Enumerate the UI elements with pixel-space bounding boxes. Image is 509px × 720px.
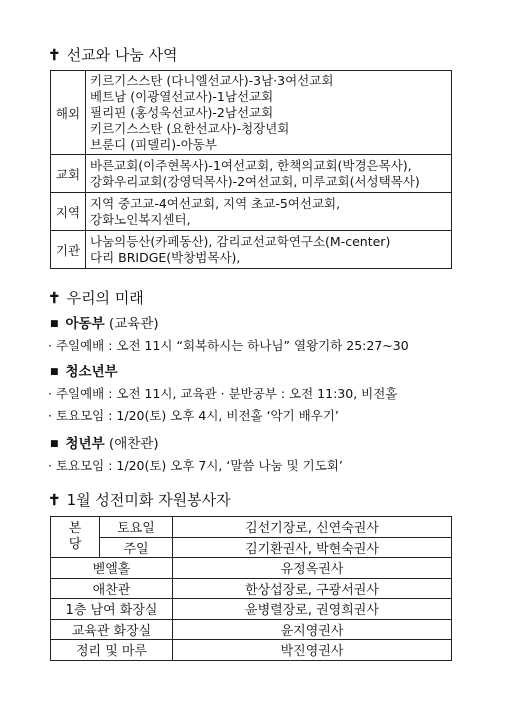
children-dept-name: 아동부 bbox=[65, 316, 105, 332]
mission-line: 강화우리교회(강영덕목사)-2여선교회, 미루교회(서성택목사) bbox=[90, 173, 420, 189]
main-sanctuary-char: 본 bbox=[68, 521, 82, 536]
mission-key: 기관 bbox=[51, 231, 86, 269]
volunteer-names: 윤병렬장로, 권영희권사 bbox=[173, 599, 452, 620]
mission-row-institution bbox=[51, 231, 452, 269]
future-heading bbox=[48, 287, 144, 308]
mission-row-region bbox=[51, 193, 452, 231]
mission-line: 나눔의등산(카페동산), 감리교선교학연구소(M-center) bbox=[90, 233, 391, 249]
volunteer-names: 유정옥권사 bbox=[173, 558, 452, 579]
mission-values bbox=[86, 155, 452, 193]
volunteer-row-sat bbox=[51, 517, 452, 538]
mission-line: 필리핀 (홍성욱선교사)-2남선교회 bbox=[90, 104, 274, 120]
cross-icon: ✝ bbox=[48, 46, 61, 64]
mission-title: 선교와 나눔 사역 bbox=[66, 46, 178, 64]
volunteer-row bbox=[51, 640, 452, 661]
square-bullet-icon: ■ bbox=[50, 367, 59, 377]
mission-line: 브룬디 (피델리)-아동부 bbox=[90, 136, 217, 152]
square-bullet-icon: ■ bbox=[50, 319, 59, 329]
mission-row-church bbox=[51, 155, 452, 193]
mission-heading bbox=[48, 44, 178, 65]
young-adult-dept-place: (애찬관) bbox=[104, 436, 159, 452]
mission-row-overseas bbox=[51, 71, 452, 155]
youth-dept-heading bbox=[50, 360, 118, 380]
children-service: · 주일예배 : 오전 11시 “회복하시는 하나님” 열왕기하 25:27~30 bbox=[48, 338, 409, 353]
volunteer-names: 윤지영권사 bbox=[173, 619, 452, 640]
day-label-sat: 토요일 bbox=[100, 517, 173, 538]
volunteer-names: 김기환권사, 박현숙권사 bbox=[173, 537, 452, 558]
main-sanctuary-char: 당 bbox=[68, 537, 82, 552]
square-bullet-icon: ■ bbox=[50, 439, 59, 449]
volunteer-names: 김선기장로, 신연숙권사 bbox=[173, 517, 452, 538]
young-adult-dept-heading bbox=[50, 432, 159, 452]
cross-icon: ✝ bbox=[48, 491, 61, 509]
day-label-sun: 주일 bbox=[100, 537, 173, 558]
mission-line: 바른교회(이주현목사)-1여선교회, 한책의교회(박경은목사), bbox=[90, 157, 412, 173]
volunteer-row bbox=[51, 619, 452, 640]
youth-saturday: · 토요모임 : 1/20(토) 오후 4시, 비전홀 ‘악기 배우기’ bbox=[48, 408, 339, 423]
mission-key: 교회 bbox=[51, 155, 86, 193]
volunteers-title: 1월 성전미화 자원봉사자 bbox=[66, 491, 231, 509]
volunteer-place: 교육관 화장실 bbox=[51, 619, 173, 640]
mission-values bbox=[86, 193, 452, 231]
mission-line: 강화노인복지센터, bbox=[90, 211, 191, 227]
mission-line: 키르기스스탄 (요한선교사)-청장년회 bbox=[90, 120, 290, 136]
volunteer-place: 애찬관 bbox=[51, 578, 173, 599]
volunteer-row-sun bbox=[51, 537, 452, 558]
volunteer-place: 벧엘홀 bbox=[51, 558, 173, 579]
young-adult-saturday: · 토요모임 : 1/20(토) 오후 7시, ‘말씀 나눔 및 기도회’ bbox=[48, 458, 343, 473]
cross-icon: ✝ bbox=[48, 289, 61, 307]
volunteer-row bbox=[51, 578, 452, 599]
mission-key: 지역 bbox=[51, 193, 86, 231]
volunteer-row bbox=[51, 558, 452, 579]
mission-line: 베트남 (이광열선교사)-1남선교회 bbox=[90, 88, 274, 104]
children-dept-place: (교육관) bbox=[104, 316, 159, 332]
young-adult-dept-name: 청년부 bbox=[65, 436, 105, 452]
mission-key: 해외 bbox=[51, 71, 86, 155]
volunteer-names: 한상섭장로, 구광서권사 bbox=[173, 578, 452, 599]
mission-line: 다리 BRIDGE(박창범목사), bbox=[90, 249, 241, 265]
volunteers-heading bbox=[48, 489, 231, 510]
volunteer-names: 박진영권사 bbox=[173, 640, 452, 661]
main-sanctuary-label bbox=[51, 517, 100, 558]
mission-values bbox=[86, 71, 452, 155]
youth-service: · 주일예배 : 오전 11시, 교육관 · 분반공부 : 오전 11:30, 비전홀 bbox=[48, 386, 398, 401]
youth-dept-name: 청소년부 bbox=[65, 364, 118, 380]
future-title: 우리의 미래 bbox=[66, 289, 144, 307]
children-dept-heading bbox=[50, 312, 159, 332]
mission-values bbox=[86, 231, 452, 269]
mission-line: 키르기스스탄 (다니엘선교사)-3남·3여선교회 bbox=[90, 72, 334, 88]
volunteer-row bbox=[51, 599, 452, 620]
volunteer-place: 1층 남여 화장실 bbox=[51, 599, 173, 620]
mission-line: 지역 중고교-4여선교회, 지역 초교-5여선교회, bbox=[90, 195, 341, 211]
volunteers-table bbox=[50, 516, 452, 661]
volunteer-place: 정리 및 마루 bbox=[51, 640, 173, 661]
mission-table bbox=[50, 70, 452, 269]
